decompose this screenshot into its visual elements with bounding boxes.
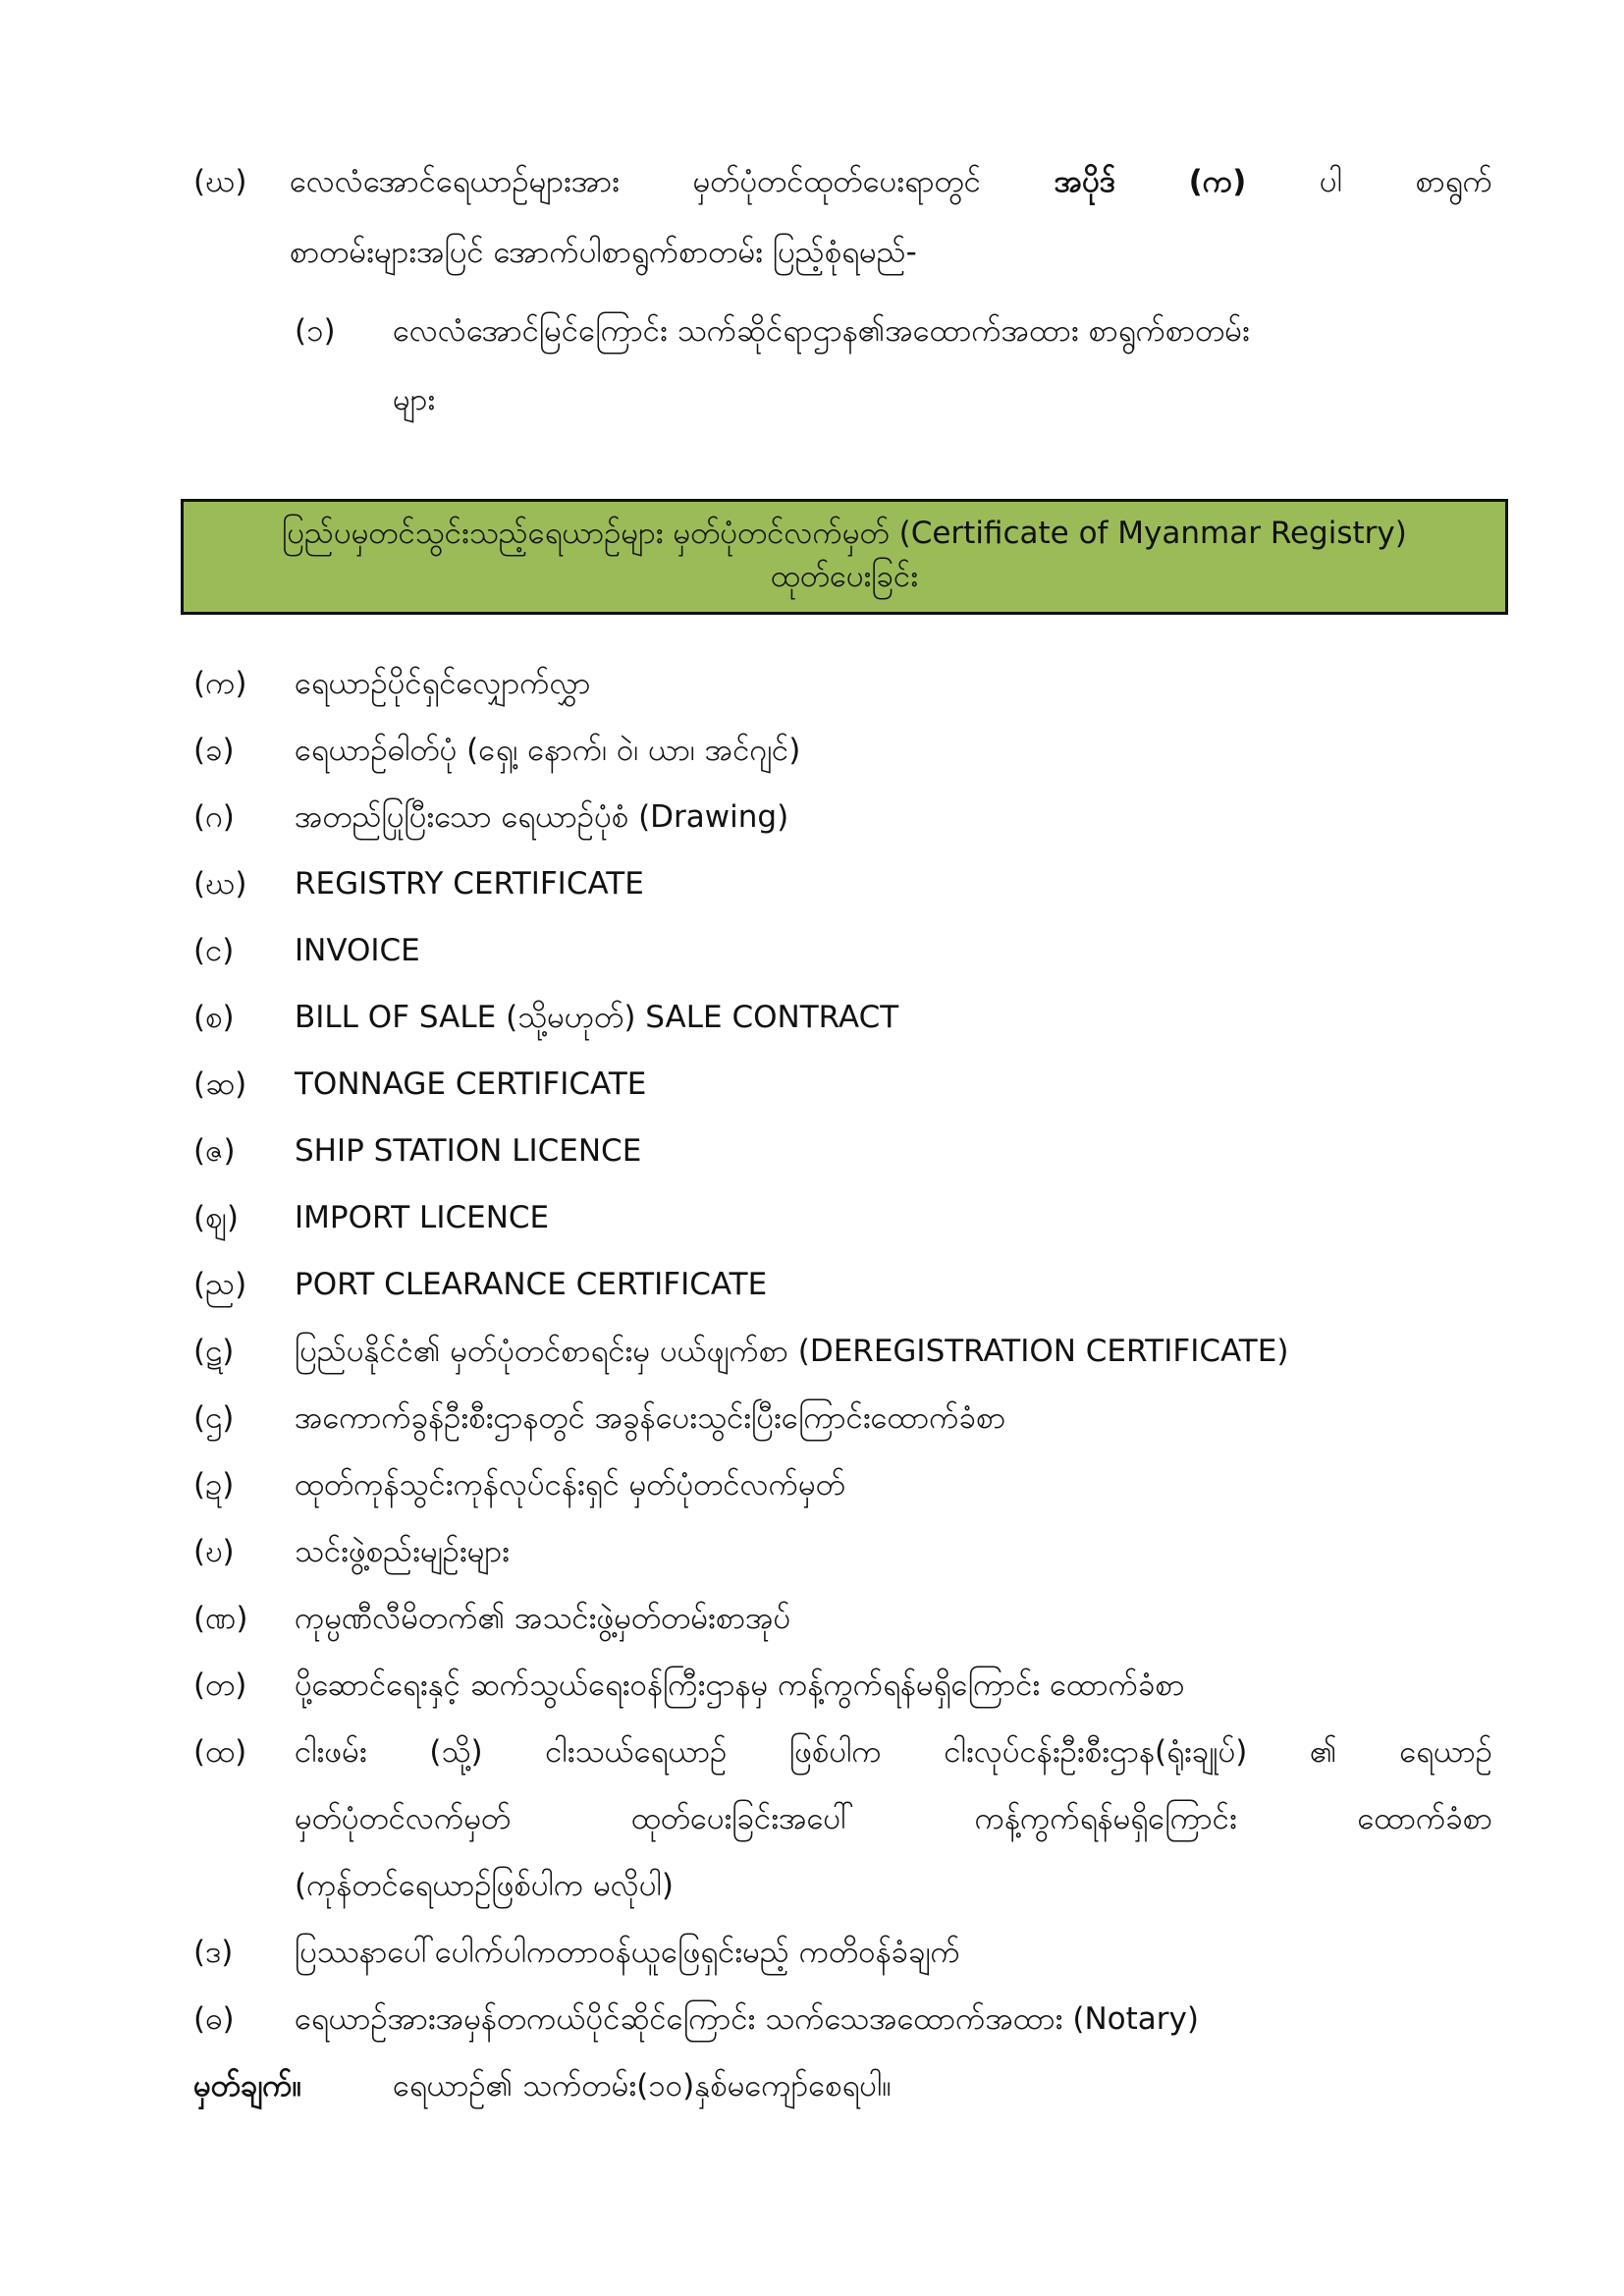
- section-heading-box: [181, 499, 1508, 615]
- text-part: ဖြစ်ပါက: [789, 1734, 882, 1770]
- sub-item-line-1: လေလံအောင်မြင်ကြောင်း သက်ဆိုင်ရာဌာန၏အထောက်အထား စာရွက်စာတမ်း: [393, 313, 1250, 349]
- list-item-label: (ဃ): [193, 866, 247, 902]
- section-heading-line-2: ထုတ်ပေးခြင်း: [770, 559, 919, 594]
- sub-item-label: (၁): [295, 313, 336, 349]
- list-item-text: PORT CLEARANCE CERTIFICATE: [295, 1267, 768, 1302]
- intro-bold-ref: အပိုဒ်: [1054, 164, 1115, 199]
- text-part: ငါးဖမ်း: [295, 1734, 367, 1770]
- list-item-label: (ဋ): [193, 1334, 235, 1369]
- list-item-label: (ထ): [193, 1734, 247, 1770]
- list-item-text: REGISTRY CERTIFICATE: [295, 866, 644, 902]
- list-item-label: (ဏ): [193, 1601, 248, 1636]
- list-item-label: (ဂ): [193, 799, 235, 835]
- list-item-text-line-3: (ကုန်တင်ရေယာဉ်ဖြစ်ပါက မလိုပါ): [295, 1868, 675, 1903]
- note-text: ရေယာဉ်၏ သက်တမ်း(၁၀)နှစ်မကျော်စေရပါ။: [393, 2068, 892, 2104]
- text-part: ရေယာဉ်: [1399, 1734, 1492, 1770]
- intro-text-part: မှတ်ပုံတင်ထုတ်ပေးရာတွင်: [692, 164, 982, 199]
- list-item-label: (ဒ): [193, 1935, 234, 1970]
- list-item-text: ကုမ္ပဏီလီမိတက်၏ အသင်းဖွဲ့မှတ်တမ်းစာအုပ်: [295, 1601, 791, 1636]
- list-item-text: အကောက်ခွန်ဦးစီးဌာနတွင် အခွန်ပေးသွင်းပြီးကြောင်းထောက်ခံစာ: [295, 1400, 1006, 1436]
- list-item-text: ရေယာဉ်အားအမှန်တကယ်ပိုင်ဆိုင်ကြောင်း သက်သေအထောက်အထား (Notary): [295, 2001, 1199, 2037]
- list-item-text: သင်းဖွဲ့စည်းမျဉ်းများ: [295, 1534, 510, 1569]
- intro-line-2: စာတမ်းများအပြင် အောက်ပါစာရွက်စာတမ်း ပြည့်စုံရမည်-: [290, 235, 917, 270]
- list-item-text: ရေယာဉ်ဓါတ်ပုံ (ရှေ့၊ နောက်၊ ဝဲ၊ ယာ၊ အင်ဂျင်): [295, 733, 801, 768]
- list-item-label: (ခ): [193, 733, 235, 768]
- list-item-label: (ဓ): [193, 2001, 235, 2037]
- list-item-text: BILL OF SALE (သို့မဟုတ်) SALE CONTRACT: [295, 1000, 899, 1035]
- text-part: ငါးလုပ်ငန်းဦးစီးဌာန(ရုံးချုပ်): [944, 1734, 1248, 1770]
- intro-label: (ဃ): [193, 164, 247, 199]
- list-item-text-line-2: [295, 1799, 1492, 1838]
- sub-item-line-2: များ: [393, 382, 436, 417]
- list-item-text: အတည်ပြုပြီးသော ရေယာဉ်ပုံစံ (Drawing): [295, 799, 789, 835]
- list-item-text: ပြဿနာပေါ်ပေါက်ပါကတာဝန်ယူဖြေရှင်းမည့် ကတိဝန်ခံချက်: [295, 1935, 960, 1970]
- text-part: ကန့်ကွက်ရန်မရှိကြောင်း: [974, 1801, 1237, 1836]
- list-item-label: (ဆ): [193, 1066, 247, 1102]
- section-heading-line-1: ပြည်ပမှတင်သွင်းသည့်ရေယာဉ်များ မှတ်ပုံတင်လက်မှတ် (Certificate of Myanmar Registry): [282, 516, 1407, 551]
- intro-text-part: ပါ: [1319, 164, 1342, 199]
- list-item-text: ထုတ်ကုန်သွင်းကုန်လုပ်ငန်းရှင် မှတ်ပုံတင်လက်မှတ်: [295, 1467, 845, 1503]
- list-item-label: (ဍ): [193, 1467, 235, 1503]
- intro-text-part: လေလံအောင်ရေယာဉ်များအား: [290, 164, 620, 199]
- list-item-text: IMPORT LICENCE: [295, 1200, 550, 1235]
- list-item-text-line-1: [295, 1732, 1492, 1772]
- list-item-text: ပြည်ပနိုင်ငံ၏ မှတ်ပုံတင်စာရင်းမှ ပယ်ဖျက်စာ (DEREGISTRATION CERTIFICATE): [295, 1334, 1289, 1369]
- list-item-label: (င): [193, 933, 235, 968]
- note-label: မှတ်ချက်။: [193, 2068, 301, 2104]
- text-part: (သို့): [429, 1734, 483, 1770]
- text-part: ထုတ်ပေးခြင်းအပေါ်: [630, 1801, 855, 1836]
- list-item-label: (ည): [193, 1267, 247, 1302]
- list-item-label: (ဎ): [193, 1534, 235, 1569]
- text-part: မှတ်ပုံတင်လက်မှတ်: [295, 1801, 512, 1836]
- list-item-label: (ဌ): [193, 1400, 235, 1436]
- list-item-label: (ဈ): [193, 1200, 240, 1235]
- list-item-label: (ဇ): [193, 1133, 236, 1169]
- list-item-text: INVOICE: [295, 933, 420, 968]
- list-item-label: (တ): [193, 1667, 247, 1703]
- text-part: ၏: [1310, 1734, 1337, 1770]
- list-item-text: SHIP STATION LICENCE: [295, 1133, 642, 1169]
- intro-line-1: [290, 162, 1492, 201]
- text-part: ငါးသယ်ရေယာဉ်: [545, 1734, 728, 1770]
- list-item-text: ပို့ဆောင်ရေးနှင့် ဆက်သွယ်ရေးဝန်ကြီးဌာနမှ ကန့်ကွက်ရန်မရှိကြောင်း ထောက်ခံစာ: [295, 1667, 1185, 1703]
- list-item-label: (စ): [193, 1000, 235, 1035]
- intro-text-part: စာရွက်: [1415, 164, 1492, 199]
- list-item-text: ရေယာဉ်ပိုင်ရှင်လျှောက်လွှာ: [295, 666, 591, 701]
- intro-bold-ref: (က): [1188, 164, 1247, 199]
- text-part: ထောက်ခံစာ: [1357, 1801, 1492, 1836]
- list-item-label: (က): [193, 666, 247, 701]
- list-item-text: TONNAGE CERTIFICATE: [295, 1066, 647, 1102]
